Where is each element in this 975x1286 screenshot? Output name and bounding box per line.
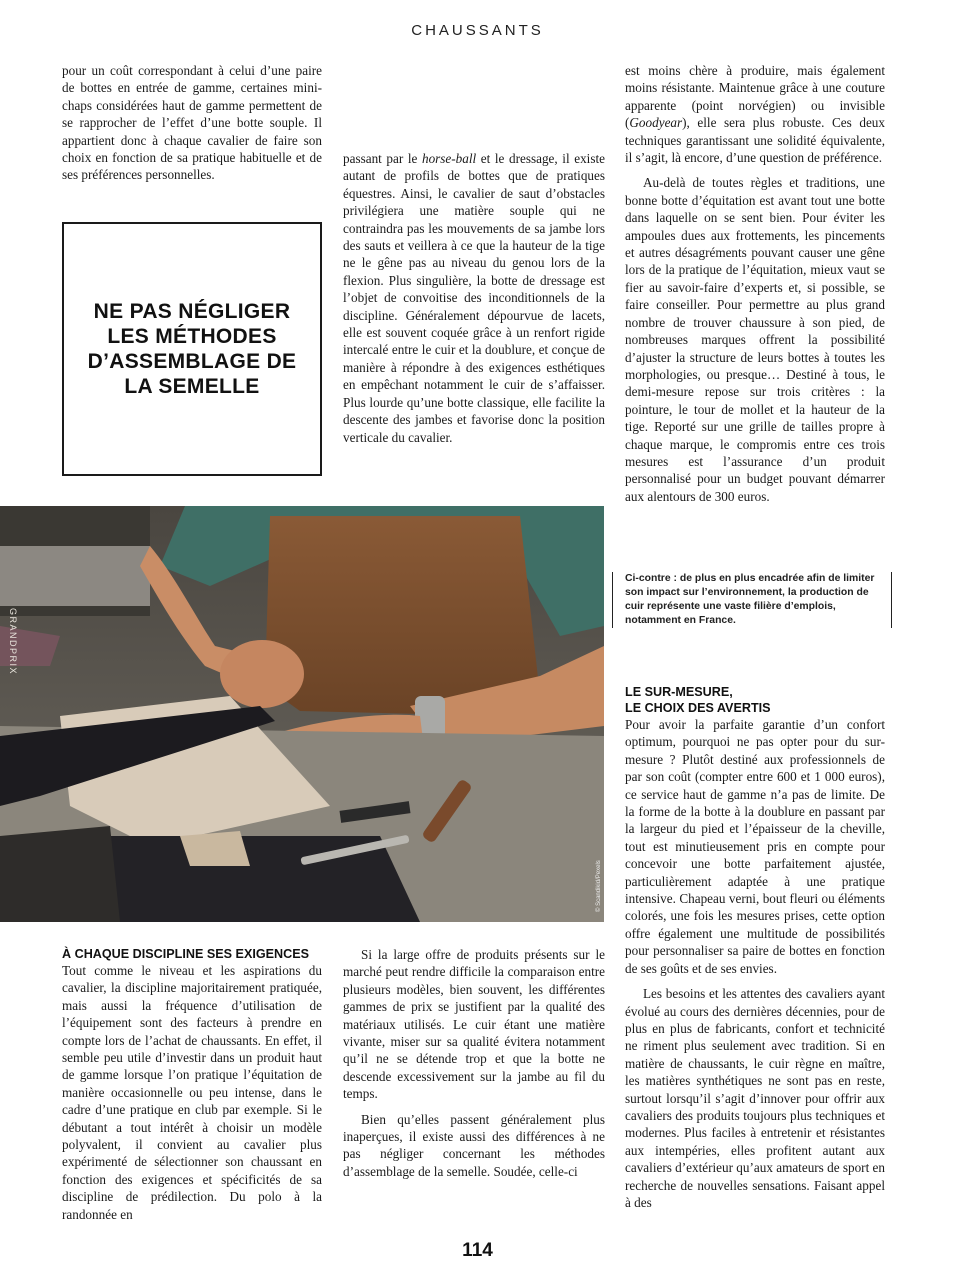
paragraph: Bien qu’elles passent généralement plus inaperçues, il existe aussi des différences à ne pas négliger concernant les méthodes d’assemblage de la semelle. Soudée, celle-ci xyxy=(343,1111,605,1179)
subheading: À CHAQUE DISCIPLINE SES EXIGENCES xyxy=(62,947,310,961)
paragraph xyxy=(625,62,885,166)
text-run: ), elle sera plus robuste. Ces deux techniques garantissant une solidité équivalente, il s’agit, là encore, d’une question de préférence. xyxy=(625,115,885,166)
paragraph: Tout comme le niveau et les aspirations du cavalier, la discipline majoritairement pratiquée, mais aussi la fréquence d’utilisation de l’équipement sont des facteurs à prendre en compte lors de l’achat de chaussants. En effet, il semble peu utile d’investir dans un produit haut de gamme lorsque l’on pratique l’équitation de manière occasionnelle ou peu intense, dans le cadre d’une pratique en club par exemple. Si le débutant a tout intérêt à choisir un modèle polyvalent, il convient au cavalier plus expérimenté de sélectionner son chaussant en fonction des exigences et spécificités de sa discipline de prédilection. Du polo à la randonnée en xyxy=(62,963,322,1222)
photo-agency-credit: GRANDPRIX xyxy=(8,608,18,676)
craftsman-illustration xyxy=(0,506,604,922)
paragraph: Pour avoir la parfaite garantie d’un confort optimum, pourquoi ne pas opter pour du sur-mesure ? Plutôt destiné aux professionnels de par son coût (compter entre 600 et 1 000 euros), ce service haut de gamme n’a pas de limite. De la forme de la botte à la doublure en passant par la largeur du pied et l’épaisseur de la cheville, tout est minutieusement pris en compte pour concevoir une botte parfaitement ajustée, particulièrement adaptée à une pratique intensive. Chapeau verni, bout fleuri ou éléments colorés, une fois les mesures prises, cette option offre également une multitude de possibilités pour personnaliser sa paire de bottes en fonction de ses goûts et de ses envies. xyxy=(625,717,885,976)
text-run: et le dressage, il existe autant de profils de bottes que de pratiques équestres. Ainsi, le cavalier de saut d’obstacles privilégiera une matière souple qui ne contraindra pas les mouvements de sa jambe lors des sauts et veillera à ce que la hauteur de la tige ne le gêne pas au niveau du genou lors de la flexion. Plus singulière, la botte de dressage est l’objet de convoitise des inconditionnels de la discipline. Généralement dépourvue de lacets, elle est souvent coquée grâce à un renfort rigide intercalé entre le cuir et la doublure, et conçue de manière à répondre à des exigences esthétiques en empêchant notamment le cuir de s’affaisser. Plus lourde qu’une botte classique, elle facilite la descente des jambes et favorise donc la position verticale du cavalier. xyxy=(343,151,605,445)
caption-lead: Ci-contre : xyxy=(625,573,677,584)
paragraph: pour un coût correspondant à celui d’une paire de bottes en entrée de gamme, certaines mini-chaps considérées haut de gamme permettent de se rapprocher de l’effet d’une botte souple. Il appartient donc à chaque cavalier de faire son choix en fonction de sa pratique habituelle et de ses préférences personnelles. xyxy=(62,63,322,183)
paragraph xyxy=(343,150,605,446)
workshop-photo xyxy=(0,506,604,922)
column-2-bottom xyxy=(343,946,605,1180)
text-run: passant par le xyxy=(343,151,422,166)
column-3-bottom xyxy=(625,684,885,1211)
paragraph: Les besoins et les attentes des cavaliers ayant évolué au cours des dernières décennies, pour de plus en plus de fabricants, confort et technicité ne riment plus seulement avec tradition. Si en matière de chaussants, le cuir règne en maître, les matières synthétiques ne sont pas en reste, surtout lorsqu’il s’agit d’innover pour offrir aux cavaliers des produits toujours plus techniques et modernes. Plus faciles à entretenir et résistantes aux intempéries, elles profitent autant aux cavaliers d’extérieur qu’aux amateurs de sport en recherche de nouvelles sensations. Faisant appel à des xyxy=(625,986,885,1210)
subheading xyxy=(625,684,885,716)
column-1-bottom xyxy=(62,946,322,1223)
photo-copyright: © Scandikid/Pexels xyxy=(596,860,602,912)
column-2-top xyxy=(343,150,605,446)
photo-caption xyxy=(612,572,892,628)
pull-quote-text: NE PAS NÉGLIGER LES MÉTHODES D’ASSEMBLAGE DE LA SEMELLE xyxy=(87,300,297,398)
subheading-line: LE CHOIX DES AVERTIS xyxy=(625,701,771,715)
paragraph: Au-delà de toutes règles et traditions, une bonne botte d’équitation est avant tout une botte dans laquelle on se sent bien. Pour éviter les ampoules dues aux frottements, les pincements et autres désagréments pouvant causer une gêne lors de la pratique de l’équitation, mieux vaut se fier au savoir-faire d’experts et, si possible, se faire conseiller. Pour permettre au plus grand nombre de trouver chaussure à son pied, de nombreuses marques offrent la possibilité d’ajuster la structure de leurs bottes à toutes les morphologies, ou presque… Destiné à tous, le demi-mesure repose sur trois critères : la pointure, le tour de mollet et la hauteur de la tige. Reporté sur une grille de tailles propre à chaque marque, le compromis entre ces trois mesures est l’assurance d’un produit personnalisé pour un budget pouvant démarrer aux alentours de 300 euros. xyxy=(625,175,885,504)
italic-term: Goodyear xyxy=(629,115,683,131)
text-run: est moins chère à produire, mais également moins résistante. Maintenue grâce à une couture apparente (point norvégien) ou invisible ( xyxy=(625,63,885,131)
paragraph: Si la large offre de produits présents sur le marché peut rendre difficile la comparaison entre plusieurs modèles, bien souvent, les différentes gammes de prix se justifient par la qualité des matériaux utilisés. Le cuir étant une matière vivante, miser sur sa qualité évitera notamment qu’il ne se détende trop et que la botte ne descende excessivement sur la jambe au fil du temps. xyxy=(343,947,605,1102)
caption-text: de plus en plus encadrée afin de limiter son impact sur l’environnement, la production de cuir représente une vaste filière d’emplois, notamment en France. xyxy=(625,573,875,626)
column-1-top xyxy=(62,62,322,184)
page-number: 114 xyxy=(462,1240,493,1261)
subheading-line: LE SUR-MESURE, xyxy=(625,685,733,699)
pull-quote-box xyxy=(62,222,322,476)
section-header: CHAUSSANTS xyxy=(411,22,544,39)
column-3-top xyxy=(625,62,885,505)
italic-term: horse-ball xyxy=(421,151,477,166)
